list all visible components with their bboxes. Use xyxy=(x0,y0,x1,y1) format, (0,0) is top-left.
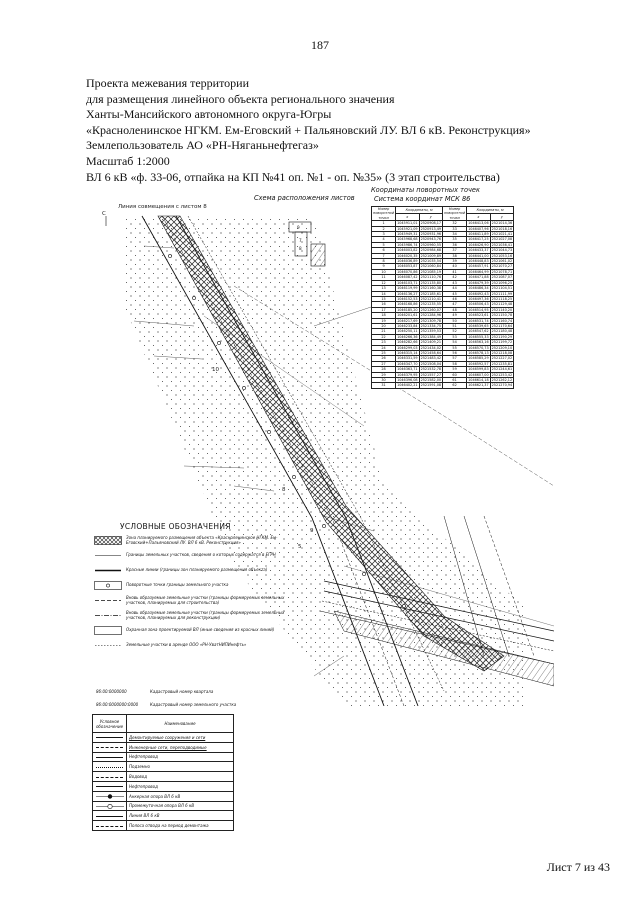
table-cell: 48 xyxy=(443,307,467,312)
table-cell: 59 xyxy=(443,367,467,372)
legend-text: Зона планируемого размещения объекта «Красноленинское НГКМ. Ем-Еговский+Пальяновский ЛУ. ВЛ 6 кВ. Реконструкция» xyxy=(126,534,278,545)
table-cell: 2521532,78 xyxy=(420,367,442,372)
table-cell: 2521044,73 xyxy=(491,248,513,253)
coord-body xyxy=(372,221,514,389)
coord-sub-y2: y xyxy=(490,214,514,221)
legend-symbol-protection-zone xyxy=(94,626,122,635)
table-cell: 1046217,69 xyxy=(397,318,418,323)
nomen-name-cell: Демонтируемые сооружения и сети xyxy=(127,733,234,743)
table-cell: 1046402,21 xyxy=(397,383,418,388)
table-row xyxy=(93,762,234,772)
coord-header-row xyxy=(372,207,514,214)
table-cell: 2521014,36 xyxy=(491,221,513,226)
nomen-name-cell: Промежуточная опора ВЛ 6 кВ xyxy=(127,801,234,811)
legend-item xyxy=(94,609,294,622)
table-cell: 2521129,48 xyxy=(491,302,513,307)
table-cell: 30 xyxy=(372,378,396,383)
table-cell: 18 xyxy=(372,313,396,318)
table-row xyxy=(372,383,514,388)
table-cell: 2521334,75 xyxy=(420,323,442,328)
coord-header-point-2: Номер поворотной точки xyxy=(444,207,466,220)
document-header xyxy=(86,76,556,185)
table-cell: 2521235,55 xyxy=(420,302,442,307)
table-cell: 1046486,34 xyxy=(468,286,489,291)
table-cell: 2521508,04 xyxy=(420,361,442,366)
table-cell: 2521150,78 xyxy=(491,313,513,318)
table-row xyxy=(93,791,234,801)
table-row xyxy=(93,811,234,821)
table-cell: 2521185,61 xyxy=(420,291,442,296)
table-cell: 21 xyxy=(372,329,396,334)
table-cell: 19 xyxy=(372,318,396,323)
nomenclature-table xyxy=(92,714,234,831)
legend-item xyxy=(94,639,294,652)
header-line-6: Масштаб 1:2000 xyxy=(86,153,170,168)
table-cell: 25 xyxy=(372,350,396,355)
table-cell: 1046413,06 xyxy=(468,221,489,226)
table-cell: 1046036,89 xyxy=(397,259,418,264)
table-cell: 2521160,38 xyxy=(420,286,442,291)
table-cell: 27 xyxy=(372,361,396,366)
table-cell: 2521434,02 xyxy=(420,345,442,350)
legend xyxy=(94,534,294,654)
legend-text: Красные линии (границы зон планируемого размещения объекта) xyxy=(126,567,268,573)
table-cell: 35 xyxy=(443,237,467,242)
table-cell: 53 xyxy=(443,334,467,339)
table-cell: 55 xyxy=(443,345,467,350)
table-cell: 1046607,00 xyxy=(468,372,489,377)
table-cell: 23 xyxy=(372,340,396,345)
table-cell: 50 xyxy=(443,318,467,323)
table-cell: 2521409,21 xyxy=(420,340,442,345)
legend-symbol-red-line xyxy=(94,566,122,575)
nomen-name-cell: Нефтепровод xyxy=(127,752,234,762)
table-cell: 2521180,48 xyxy=(491,329,513,334)
table-cell: 2521160,74 xyxy=(491,318,513,323)
table-cell: 2521111,99 xyxy=(491,291,513,296)
header-line-4: «Красноленинское НГКМ. Ем-Еговский + Пальяновский ЛУ. ВЛ 6 кВ. Реконструкция» xyxy=(86,122,531,137)
table-row xyxy=(93,781,234,791)
north-label: С xyxy=(102,211,106,217)
table-cell: 39 xyxy=(443,259,467,264)
table-cell: 1046506,43 xyxy=(468,302,489,307)
table-cell: 1046614,18 xyxy=(468,378,489,382)
table-cell: 2521061,02 xyxy=(491,259,513,264)
quarter-note: Кадастровый номер квартала xyxy=(150,689,214,694)
scheme-title: Схема расположения листов xyxy=(254,194,355,202)
table-row xyxy=(93,821,234,831)
table-cell: 2521053,16 xyxy=(491,253,513,258)
table-cell: 1046448,83 xyxy=(468,259,489,264)
nomen-symbol-cell xyxy=(93,742,127,752)
table-cell: 1045968,68 xyxy=(397,237,418,242)
table-cell: 1046087,42 xyxy=(397,275,418,280)
table-cell: 1046426,90 xyxy=(468,242,489,247)
coord-title-1: Координаты поворотных точек xyxy=(371,186,480,194)
table-cell: 58 xyxy=(443,361,467,366)
table-cell: 1046053,87 xyxy=(397,264,418,269)
legend-title: УСЛОВНЫЕ ОБОЗНАЧЕНИЯ xyxy=(120,522,231,531)
legend-text: Поворотные точки границы земельного участка xyxy=(126,582,229,588)
legend-symbol-thin-line xyxy=(94,551,122,560)
nomen-name-cell: Водовод xyxy=(127,772,234,782)
table-cell: 2521190,29 xyxy=(491,334,513,339)
table-cell: 60 xyxy=(443,372,467,377)
table-cell: 2521209,10 xyxy=(491,345,513,350)
table-cell: 1046282,66 xyxy=(397,340,418,345)
table-cell: 1045986,74 xyxy=(397,242,418,247)
table-cell: 2521218,08 xyxy=(491,350,513,355)
legend-symbol-turning-point xyxy=(94,581,122,590)
table-cell: 2521227,02 xyxy=(491,356,513,361)
table-cell: 2520960,55 xyxy=(420,242,442,247)
table-cell: 20 xyxy=(372,323,396,328)
table-cell: 2521210,41 xyxy=(420,296,442,301)
table-cell: 1046363,71 xyxy=(397,367,418,372)
nomen-symbol-cell xyxy=(93,781,127,791)
coordinates-table xyxy=(371,206,514,389)
header-line-2: для размещения линейного объекта регионального значения xyxy=(86,91,395,106)
nomen-name-cell: Инженерные сети, переподводимые xyxy=(127,742,234,752)
table-cell: 1046233,84 xyxy=(397,323,418,328)
table-cell: 10 xyxy=(372,269,396,274)
table-cell: 24 xyxy=(372,345,396,350)
table-row xyxy=(93,772,234,782)
legend-item xyxy=(94,549,294,562)
table-cell: 1046514,95 xyxy=(468,307,489,312)
table-cell: 1046563,16 xyxy=(468,340,489,345)
table-cell: 2521027,08 xyxy=(491,237,513,242)
nomen-name-cell: Подземно xyxy=(127,762,234,772)
table-cell: 2521035,54 xyxy=(420,259,442,264)
svg-text:8: 8 xyxy=(299,246,302,251)
table-cell: 1046578,13 xyxy=(468,350,489,355)
header-line-3: Ханты-Мансийского автономного округа-Югры xyxy=(86,107,332,122)
page-number: 187 xyxy=(311,38,329,52)
table-cell: 2520931,96 xyxy=(420,232,442,237)
header-line-1: Проекта межевания территории xyxy=(86,76,250,90)
coord-sub-x1: x xyxy=(396,214,420,221)
coord-header-point-1: Номер поворотной точки xyxy=(373,207,395,220)
table-cell: 1046119,99 xyxy=(397,286,418,291)
table-cell: 2521021,41 xyxy=(491,232,513,237)
table-cell: 2521262,12 xyxy=(491,378,513,382)
table-cell: 31 xyxy=(372,383,396,388)
table-cell: 5 xyxy=(372,242,396,247)
table-cell: 42 xyxy=(443,275,467,280)
nomen-symbol-cell xyxy=(93,821,127,831)
table-cell: 1046070,86 xyxy=(397,269,418,274)
table-cell: 1046407,96 xyxy=(468,226,489,231)
table-cell: 2521078,71 xyxy=(491,269,513,274)
table-cell: 1046347,70 xyxy=(397,361,418,366)
table-cell: 1 xyxy=(372,221,396,226)
table-cell: 45 xyxy=(443,291,467,296)
table-cell: 2521009,89 xyxy=(420,253,442,258)
table-cell: 2521458,64 xyxy=(420,350,442,355)
legend-item xyxy=(94,579,294,592)
point-label-5: 5 xyxy=(298,544,302,550)
table-cell: 2520943,76 xyxy=(420,237,442,242)
table-cell: 2521087,07 xyxy=(491,275,513,280)
nomen-body xyxy=(93,733,234,831)
legend-item xyxy=(94,594,294,607)
nomen-name-cell: Полоса отвода на период демонтажа xyxy=(127,821,234,831)
table-cell: 1046457,91 xyxy=(468,264,489,269)
table-cell: 1046003,82 xyxy=(397,248,418,253)
legend-text: Вновь образуемые земельные участки (границы формируемых земельных участков, планируемых для строительства) xyxy=(126,594,285,605)
nomen-symbol-cell xyxy=(93,752,127,762)
table-cell: 2521104,51 xyxy=(491,286,513,291)
table-cell: 33 xyxy=(443,226,467,231)
table-cell: 2521260,07 xyxy=(420,307,442,312)
table-cell: 1046547,62 xyxy=(468,329,489,334)
table-cell: 2521591,08 xyxy=(420,383,442,388)
table-cell: 2521284,96 xyxy=(420,313,442,318)
table-cell: 1046570,73 xyxy=(468,345,489,350)
table-cell: 2520984,68 xyxy=(420,248,442,253)
table-cell: 1046411,89 xyxy=(468,232,489,237)
table-cell: 2521140,20 xyxy=(491,307,513,312)
table-cell: 1046441,00 xyxy=(468,253,489,258)
table-cell: 2521270,94 xyxy=(491,383,513,388)
table-cell: 49 xyxy=(443,313,467,318)
table-cell: 28 xyxy=(372,367,396,372)
table-cell: 1046417,25 xyxy=(468,237,489,242)
table-cell: 1046396,08 xyxy=(397,378,418,382)
table-cell: 34 xyxy=(443,232,467,237)
legend-symbol-dash-line xyxy=(94,596,122,605)
table-cell: 52 xyxy=(443,329,467,334)
svg-text:7: 7 xyxy=(299,238,302,243)
table-cell: 1046201,61 xyxy=(397,313,418,318)
table-cell: 1046168,86 xyxy=(397,302,418,307)
parcel-code: 86:00:0000000:0000 xyxy=(96,702,139,707)
table-cell: 1046020,35 xyxy=(397,253,418,258)
table-cell: 2521070,27 xyxy=(491,264,513,269)
table-cell: 13 xyxy=(372,286,396,291)
table-row xyxy=(93,733,234,743)
table-cell: 2521309,78 xyxy=(420,318,442,323)
table-cell: 2521060,84 xyxy=(420,264,442,269)
table-cell: 1046539,65 xyxy=(468,323,489,328)
table-cell: 12 xyxy=(372,280,396,285)
legend-symbol-lease xyxy=(94,641,122,650)
table-cell: 43 xyxy=(443,280,467,285)
table-cell: 1046599,83 xyxy=(468,367,489,372)
table-cell: 1045921,09 xyxy=(397,226,418,231)
coord-header-coords-2: Координаты, м xyxy=(467,207,514,214)
table-cell: 1046185,20 xyxy=(397,307,418,312)
nomen-header-row xyxy=(93,715,234,733)
table-cell: 1046479,39 xyxy=(468,280,489,285)
table-cell: 1046250,11 xyxy=(397,329,418,334)
table-cell: 3 xyxy=(372,232,396,237)
coord-title-2: Система координат МСК 86 xyxy=(374,195,471,203)
legend-text: Вновь образуемые земельные участки (границы формируемых земельных участков, планируемых для реконструкции) xyxy=(126,609,285,620)
table-cell: 56 xyxy=(443,350,467,355)
table-cell: 2521483,42 xyxy=(420,356,442,361)
legend-symbol-dash-dot-line xyxy=(94,611,122,620)
table-cell: 4 xyxy=(372,237,396,242)
nomen-name-cell: Линия ВЛ 6 кВ xyxy=(127,811,234,821)
table-cell: 46 xyxy=(443,296,467,301)
nomen-symbol-cell xyxy=(93,762,127,772)
nomen-symbol-cell xyxy=(93,811,127,821)
nomen-symbol-cell xyxy=(93,801,127,811)
table-cell: 2521135,80 xyxy=(420,280,442,285)
table-cell: 1046585,29 xyxy=(468,356,489,361)
table-cell: 1046152,53 xyxy=(397,296,418,301)
parcel-note: Кадастровый номер земельного участка xyxy=(150,702,237,707)
nomen-name-cell: Анкерная опора ВЛ 6 кВ xyxy=(127,791,234,801)
table-cell: 61 xyxy=(443,378,467,383)
table-cell: 2520908,17 xyxy=(420,221,442,226)
table-cell: 1046492,43 xyxy=(468,291,489,296)
coord-sub-x2: x xyxy=(467,214,491,221)
table-row xyxy=(93,742,234,752)
legend-item xyxy=(94,624,294,637)
svg-text:9: 9 xyxy=(297,225,300,230)
table-cell: 1046379,95 xyxy=(397,372,418,377)
table-cell: 2521359,53 xyxy=(420,329,442,334)
table-cell: 1046471,88 xyxy=(468,275,489,280)
table-cell: 2521018,16 xyxy=(491,226,513,231)
table-cell: 6 xyxy=(372,248,396,253)
table-cell: 9 xyxy=(372,264,396,269)
point-label-10: 10 xyxy=(212,367,219,373)
table-cell: 2521235,81 xyxy=(491,361,513,366)
table-cell: 1046299,03 xyxy=(397,345,418,350)
legend-symbol-hatch xyxy=(94,536,122,545)
table-cell: 38 xyxy=(443,253,467,258)
table-cell: 29 xyxy=(372,372,396,377)
table-cell: 14 xyxy=(372,291,396,296)
legend-text: Границы земельных участков, сведения о которых содержатся в ЕГРН xyxy=(126,552,276,558)
table-cell: 2521384,49 xyxy=(420,334,442,339)
table-cell: 1046621,37 xyxy=(468,383,489,388)
nomen-header-symbol: Условное обозначение xyxy=(93,715,127,733)
nomen-name-cell: Нефтепровод xyxy=(127,781,234,791)
table-cell: 26 xyxy=(372,356,396,361)
table-cell: 1045949,31 xyxy=(397,232,418,237)
coord-sub-y1: y xyxy=(419,214,443,221)
table-cell: 1046523,61 xyxy=(468,313,489,318)
table-cell: 2521170,64 xyxy=(491,323,513,328)
table-cell: 11 xyxy=(372,275,396,280)
table-cell: 2521096,25 xyxy=(491,280,513,285)
nomen-symbol-cell xyxy=(93,733,127,743)
table-cell: 16 xyxy=(372,302,396,307)
table-cell: 1046103,71 xyxy=(397,280,418,285)
quarter-code: 86:00:0000000 xyxy=(96,689,127,694)
table-cell: 44 xyxy=(443,286,467,291)
table-cell: 40 xyxy=(443,264,467,269)
legend-item xyxy=(94,564,294,577)
table-cell: 62 xyxy=(443,383,467,388)
legend-text: Охранная зона проектируемой ВЛ (иные сведения из красных линий) xyxy=(126,627,275,633)
match-line-label: Линия совмещения с листом 8 xyxy=(118,204,207,210)
legend-item xyxy=(94,534,294,547)
table-cell: 1046531,74 xyxy=(468,318,489,323)
table-cell: 1045911,01 xyxy=(397,221,418,226)
table-cell: 2521253,42 xyxy=(491,372,513,377)
table-cell: 2520913,49 xyxy=(420,226,442,231)
table-cell: 2521244,61 xyxy=(491,367,513,372)
coord-header-coords-1: Координаты, м xyxy=(396,207,443,214)
nomen-symbol-cell xyxy=(93,772,127,782)
table-cell: 2521110,76 xyxy=(420,275,442,280)
table-cell: 41 xyxy=(443,269,467,274)
table-cell: 1046497,36 xyxy=(468,296,489,301)
nomen-symbol-cell xyxy=(93,791,127,801)
nomen-header-name: Наименование xyxy=(127,715,234,733)
table-cell: 1046433,37 xyxy=(468,248,489,253)
table-cell: 1046266,36 xyxy=(397,334,418,339)
legend-text: Земельные участки в аренде ООО «РН-УватНИПИнефть» xyxy=(126,642,247,648)
table-cell: 32 xyxy=(443,221,467,226)
header-line-7: ВЛ 6 кВ «ф. 33-06, отпайка на КП №41 оп. №1 - оп. №35» (3 этап строительства) xyxy=(86,169,500,184)
table-cell: 2521036,41 xyxy=(491,242,513,247)
header-line-5: Землепользователь АО «РН-Няганьнефтегаз» xyxy=(86,138,319,153)
sheet-footer: Лист 7 из 43 xyxy=(546,860,610,874)
table-cell: 15 xyxy=(372,296,396,301)
table-cell: 22 xyxy=(372,334,396,339)
table-row xyxy=(93,752,234,762)
table-cell: 8 xyxy=(372,259,396,264)
table-cell: 37 xyxy=(443,248,467,253)
table-cell: 2521199,72 xyxy=(491,340,513,345)
table-cell: 36 xyxy=(443,242,467,247)
table-cell: 1046592,57 xyxy=(468,361,489,366)
table-cell: 47 xyxy=(443,302,467,307)
table-cell: 1046464,99 xyxy=(468,269,489,274)
table-cell: 2521557,27 xyxy=(420,372,442,377)
table-cell: 1046331,59 xyxy=(397,356,418,361)
table-row xyxy=(93,801,234,811)
table-cell: 2521085,19 xyxy=(420,269,442,274)
table-cell: 1046315,14 xyxy=(397,350,418,355)
table-cell: 17 xyxy=(372,307,396,312)
table-cell: 2521118,25 xyxy=(491,296,513,301)
point-label-9: 9 xyxy=(310,528,314,534)
table-cell: 2521582,00 xyxy=(420,378,442,382)
point-label-8: 8 xyxy=(282,487,286,493)
table-cell: 2 xyxy=(372,226,396,231)
table-cell: 7 xyxy=(372,253,396,258)
table-cell: 1046555,33 xyxy=(468,334,489,339)
table-cell: 1046136,27 xyxy=(397,291,418,296)
table-cell: 51 xyxy=(443,323,467,328)
table-cell: 54 xyxy=(443,340,467,345)
table-cell: 57 xyxy=(443,356,467,361)
